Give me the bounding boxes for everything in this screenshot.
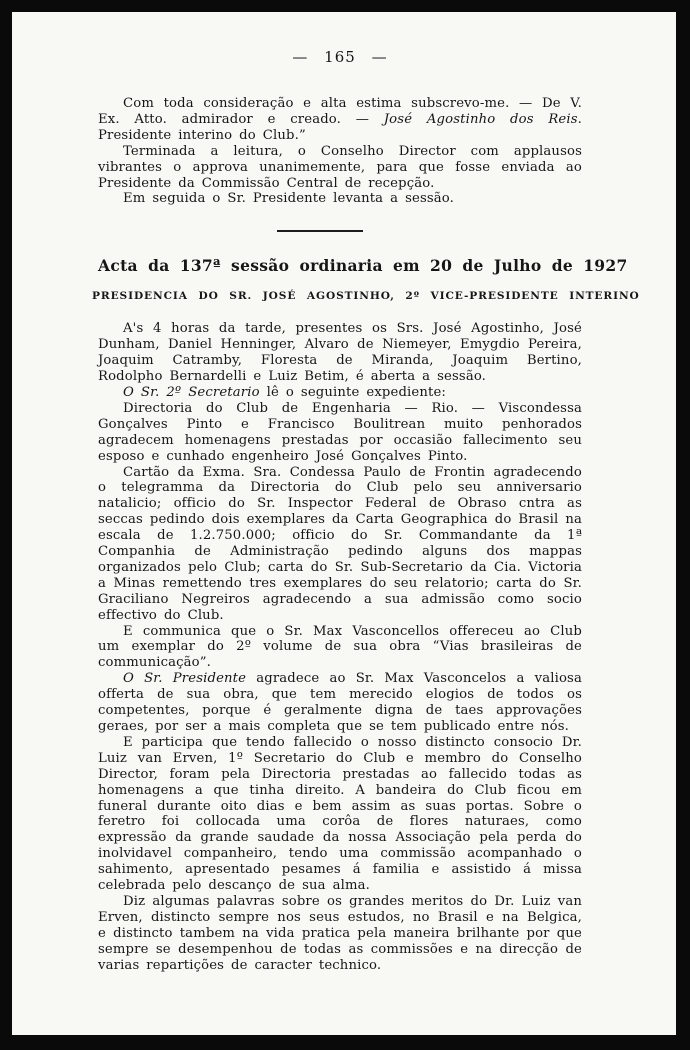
secretary-text: lê o seguinte expediente: [259, 384, 447, 400]
session-heading: Acta da 137ª sessão ordinaria em 20 de Julho de 1927 [98, 256, 628, 276]
attendance-paragraph: A's 4 horas da tarde, presentes os Srs. José Agostinho, José Dunham, Daniel Henninger, Alvaro de Niemeyer, Emygdio Pereira, Joaquim Catramby, Floresta de Miranda, Joaquim Bertino, Rodolpho Bernardelli e Luiz Betim, é aberta a sessão. [98, 321, 582, 385]
president-thanks-paragraph [98, 671, 582, 735]
van-erven-obituary-paragraph: E participa que tendo fallecido o nosso distincto consocio Dr. Luiz van Erven, 1º Secretario do Club e membro do Conselho Director, foram pela Directoria prestadas ao fallecido todas as homenagens a que tinha direito. A bandeira do Club ficou em funeral durante oito dias e bem assim as suas portas. Sobre o feretro foi collocada uma corôa de flores naturaes, como expressão da grande saudade da nossa Associação pela perda do inolvidavel companheiro, tendo uma commissão acompanhado o sahimento, apresentado pesames á familia e assistido á missa celebrada pelo descanço de sua alma. [98, 734, 582, 894]
secretary-expediente-paragraph [98, 385, 582, 401]
van-erven-merits-paragraph: Diz algumas palavras sobre os grandes meritos do Dr. Luiz van Erven, distincto sempre nos seus estudos, no Brasil e na Belgica, e distincto tambem na vida pratica pela maneira brilhante por que sempre se desempenhou de todas as commissões e na direcção de varias repartições de caracter technico. [98, 893, 582, 973]
page-number: — 165 — [292, 48, 388, 66]
book-donation-paragraph: E communica que o Sr. Max Vasconcellos offereceu ao Club um exemplar do 2º volume de sua obra “Vias brasileiras de communicação”. [98, 623, 582, 671]
section-divider [277, 230, 363, 232]
president-text: agradece ao Sr. Max Vasconcelos a valiosa offerta de sua obra, que tem merecido elogios de todos os competentes, porque é geralmente digna de taes approvações geraes, por ser a mais completa que se tem publicado entre nós. [98, 671, 582, 734]
president-title: O Sr. Presidente [123, 671, 247, 687]
previous-session-closing [98, 96, 582, 207]
session-end-paragraph: Em seguida o Sr. Presidente levanta a sessão. [123, 191, 455, 207]
approval-paragraph: Terminada a leitura, o Conselho Director com applausos vibrantes o approva unanimemente, para que fosse enviada ao Presidente da Commissão Central de recepção. [98, 143, 582, 191]
session-presidency-subheading: PRESIDENCIA DO SR. JOSÉ AGOSTINHO, 2º VICE-PRESIDENTE INTERINO [92, 290, 640, 303]
directoria-condolences-paragraph: Directoria do Club de Engenharia — Rio. — Viscondessa Gonçalves Pinto e Francisco Boulitrean muito penhorados agradecem homenagens prestadas por occasião fallecimento seu esposo e cunhado engenheiro José Gonçalves Pinto. [98, 400, 582, 464]
secretary-title: O Sr. 2º Secretario [123, 384, 260, 400]
document-page [12, 12, 676, 1035]
closing-letter-text-end: . Presidente interino do Club.” [98, 111, 582, 143]
correspondence-paragraph: Cartão da Exma. Sra. Condessa Paulo de Frontin agradecendo o telegramma da Directoria do Club pelo seu anniversario natalicio; officio do Sr. Inspector Federal de Obraso cntra as seccas pedindo dois exemplares da Carta Geographica do Brasil na escala de 1.2.750.000; officio do Sr. Commandante da 1ª Companhia de Administração pedindo alguns dos mappas organizados pelo Club; carta do Sr. Sub-Secretario da Cia. Victoria a Minas remettendo tres exemplares do seu relatorio; carta do Sr. Graciliano Negreiros agradecendo a sua admissão como socio effectivo do Club. [98, 464, 582, 623]
closing-letter-text: Com toda consideração e alta estima subscrevo-me. — De V. Ex. Atto. admirador e creado. — [98, 96, 582, 127]
signature-name: José Agostinho dos Reis [383, 111, 578, 127]
session-minutes [98, 321, 582, 973]
closing-letter-paragraph [98, 96, 582, 144]
